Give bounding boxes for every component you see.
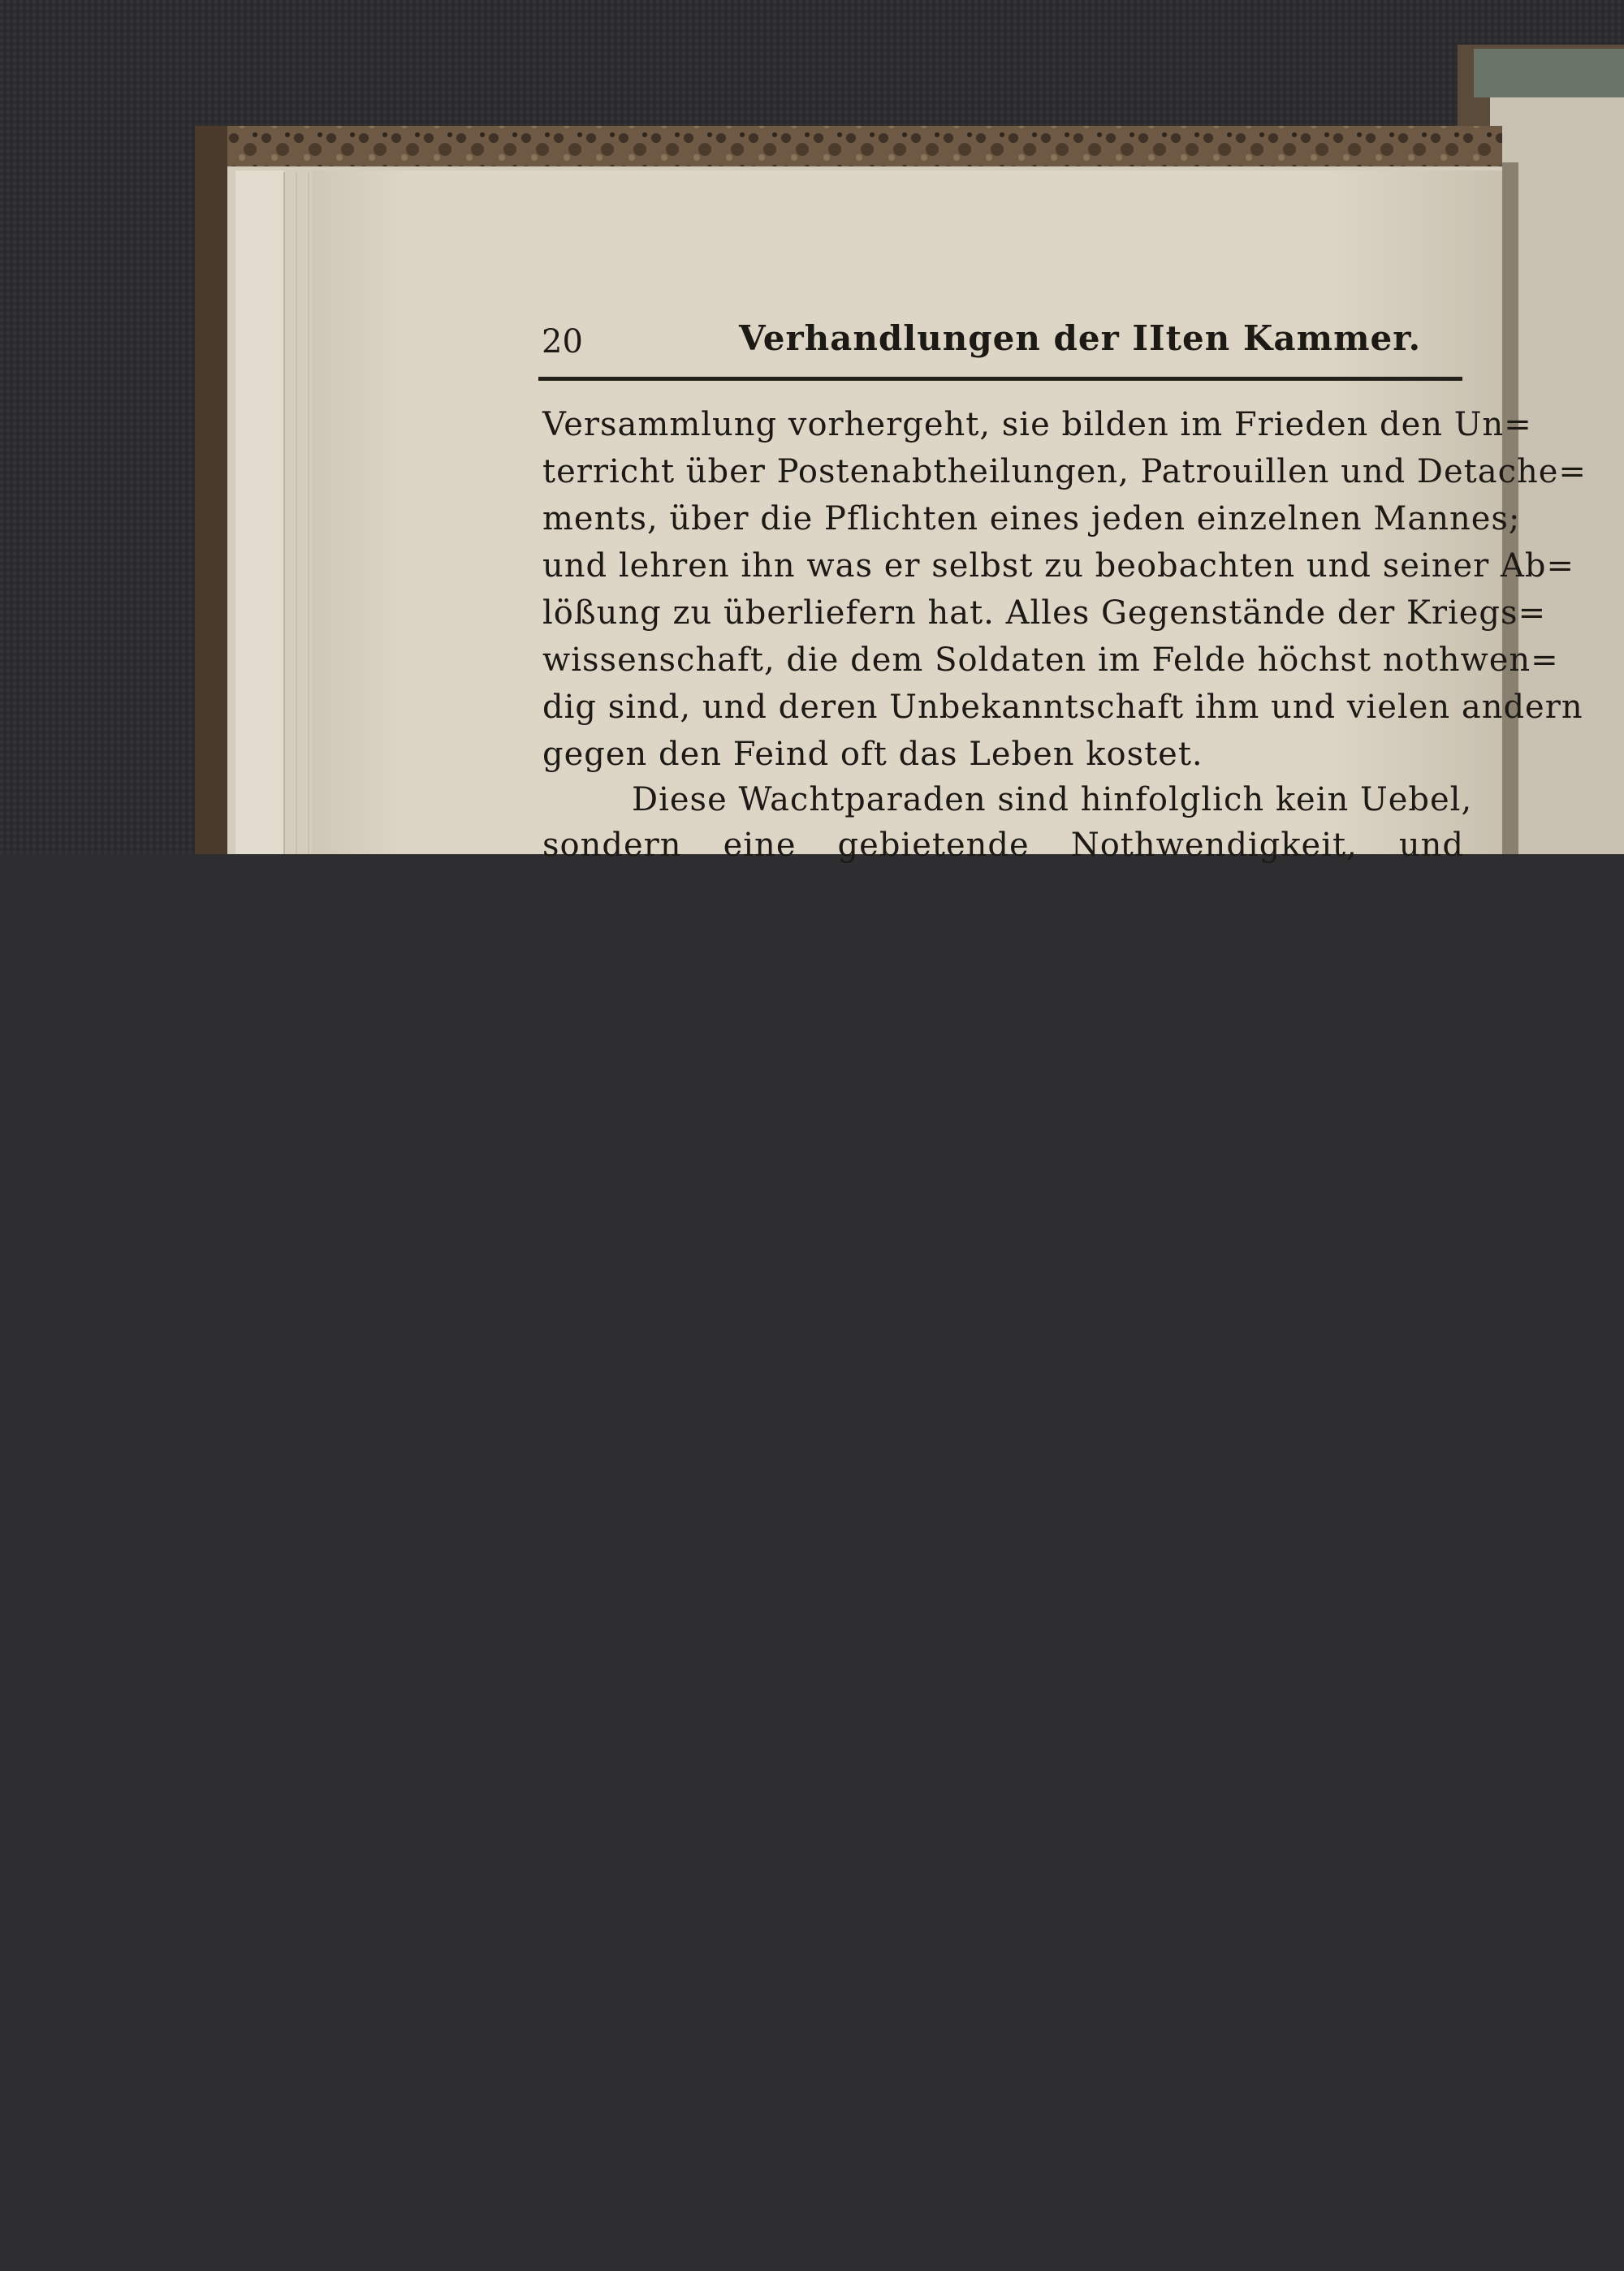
text-line: und lehren ihn was er selbst zu beobachten und seiner Ab= <box>542 547 1574 585</box>
page-number: 20 <box>542 323 583 361</box>
header-rule <box>538 377 1462 381</box>
text-line: Diese Wachtparaden sind hinfolglich kein Uebel, <box>632 781 1473 818</box>
text-line: wissenschaft, die dem Soldaten im Felde höchst nothwen= <box>542 641 1559 679</box>
text-line: sondern eine gebietende Nothwendigkeit, und <box>542 827 1464 864</box>
text-line: lößung zu überliefern hat. Alles Gegenstände der Kriegs= <box>542 594 1547 632</box>
text-line: dig sind, und deren Unbekanntschaft ihm und vielen andern <box>542 689 1583 726</box>
running-title: Verhandlungen der IIten Kammer. <box>739 318 1422 358</box>
text-line: Versammlung vorhergeht, sie bilden im Frieden den Un= <box>542 406 1532 443</box>
book-page <box>0 0 1624 864</box>
text-line: ments, über die Pflichten eines jeden einzelnen Mannes; <box>542 500 1521 538</box>
text-line: gegen den Feind oft das Leben kostet. <box>542 736 1203 773</box>
text-line: terricht über Postenabtheilungen, Patrouillen und Detache= <box>542 453 1587 490</box>
